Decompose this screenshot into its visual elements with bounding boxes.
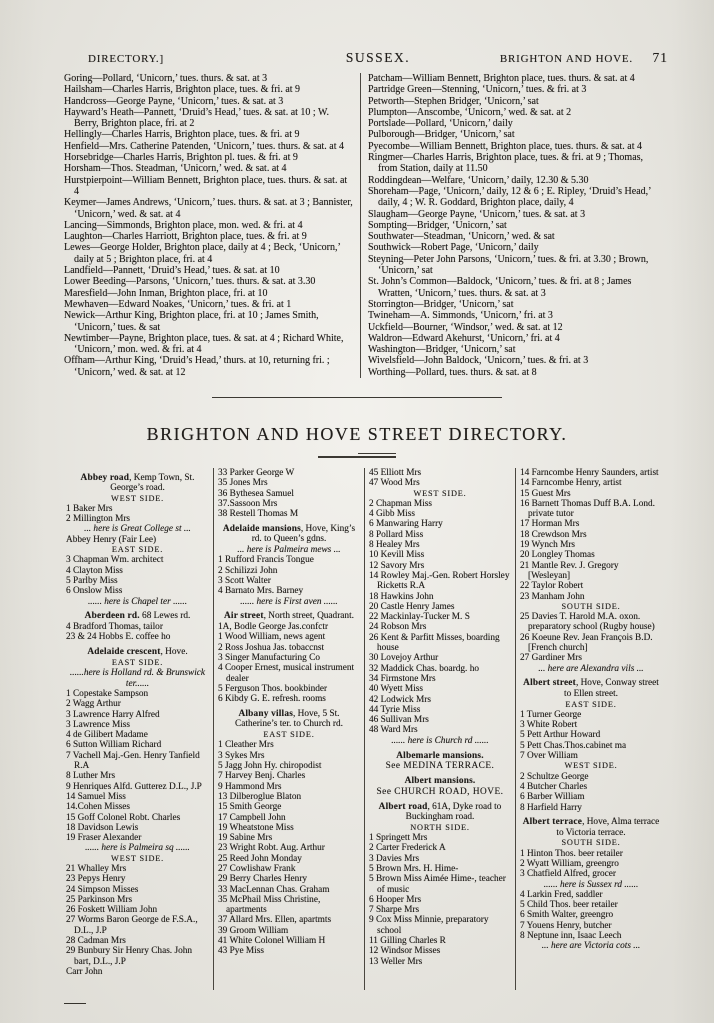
directory-entry: 4 Larkin Fred, saddler (520, 889, 603, 900)
carrier-entry: Shoreham—Page, ‘Unicorn,’ daily, 12 & 6 ; E. Ripley, ‘Druid’s Head,’ daily, 4 ; W. R. Goddard, Brighton place, daily, 4 (368, 185, 651, 209)
carrier-entry: Plumpton—Anscombe, ‘Unicorn,’ wed. & sat. at 2 (368, 106, 572, 118)
directory-entry: 33 MacLennan Chas. Graham (218, 884, 330, 895)
directory-entry: 21 Whalley Mrs (66, 863, 127, 874)
side-label: SOUTH SIDE. (561, 601, 621, 611)
carrier-entry: Lancing—Simmonds, Brighton place, mon. wed. & fri. at 4 (64, 219, 303, 231)
carrier-entry: Roddingdean—Welfare, ‘Unicorn,’ daily, 12.30 & 5.30 (368, 174, 589, 186)
directory-entry: 1 Baker Mrs (66, 503, 113, 514)
carrier-entry: Offham—Arthur King, ‘Druid’s Head,’ thurs. at 10, returning fri. ; ‘Unicorn,’ wed. & sat. at 12 (64, 355, 330, 378)
directory-entry: 4 Butcher Charles (520, 781, 588, 792)
directory-entry: 15 Smith George (218, 802, 282, 813)
street-heading: Albany villas, Hove, 5 St. Catherine’s ter. to Church rd. (235, 709, 343, 730)
directory-entry: 2 Schilizzi John (218, 565, 278, 576)
directory-entry: 24 Simpson Misses (66, 884, 139, 895)
carrier-entry: Twineham—A. Simmonds, ‘Unicorn,’ fri. at 3 (368, 310, 553, 322)
running-head (88, 50, 668, 66)
directory-entry: 27 Cowlishaw Frank (218, 863, 296, 874)
side-label: EAST SIDE. (565, 699, 617, 709)
directory-entry: 22 Mackinlay-Tucker M. S (369, 612, 470, 623)
directory-entry: 6 Barber William (520, 792, 585, 803)
directory-entry: 19 Wheatstone Miss (218, 822, 294, 833)
see-reference: See CHURCH ROAD, HOVE. (376, 786, 504, 797)
carrier-entry: Steyning—Peter John Parsons, ‘Unicorn,’ tues. & fri. at 3.30 ; Brown, ‘Unicorn,’ sat (368, 253, 649, 277)
carrier-entry: Partridge Green—Stenning, ‘Unicorn,’ tues. & fri. at 3 (368, 84, 587, 96)
directory-entry: 3 Lawrence Miss (66, 719, 131, 730)
see-reference: See MEDINA TERRACE. (385, 761, 495, 772)
directory-entry: 26 Koeune Rev. Jean François B.D. [French church] (520, 632, 653, 654)
street-heading: Adelaide crescent, Hove. (87, 647, 188, 658)
directory-entry: 3 Lawrence Harry Alfred (66, 709, 160, 720)
directory-entry: 26 Kent & Parfitt Misses, boarding house (369, 632, 500, 654)
carrier-entry: Goring—Pollard, ‘Unicorn,’ tues. thurs. & sat. at 3 (64, 73, 268, 84)
street-heading: Abbey road, Kemp Town, St. George’s road. (80, 472, 195, 493)
street-heading: Albert mansions. (404, 776, 476, 787)
directory-entry: 9 Hammond Mrs (218, 781, 282, 792)
directory-entry: 37 Allard Mrs. Ellen, apartmts (218, 915, 332, 926)
directory-entry: 9 Henriques Alfd. Gutterez D.L., J.P (66, 781, 202, 792)
directory-column-2 (213, 468, 364, 990)
street-directory (62, 468, 666, 990)
carrier-entry: Petworth—Stephen Bridger, ‘Unicorn,’ sat (368, 95, 539, 107)
directory-entry: 13 Weller Mrs (369, 956, 423, 967)
carrier-entry: Uckfield—Bourner, ‘Windsor,’ wed. & sat. at 12 (368, 321, 563, 333)
directory-entry: 6 Smith Walter, greengro (520, 910, 614, 921)
directory-entry: 19 Fraser Alexander (66, 833, 142, 844)
directory-entry: 4 Bradford Thomas, tailor (66, 622, 163, 633)
directory-entry: 3 Chapman Wm. architect (66, 555, 164, 566)
carriers-section (64, 73, 658, 378)
directory-entry: 13 Dilberoglue Blaton (218, 791, 302, 802)
directory-entry: 1 Hinton Thos. beer retailer (520, 848, 623, 859)
here-note: ...... here is Sussex rd ...... (543, 879, 639, 890)
running-head-right (410, 50, 668, 66)
directory-entry: 19 Sabine Mrs (218, 833, 273, 844)
directory-entry: 5 Pett Chas.Thos.cabinet ma (520, 740, 627, 751)
directory-entry: 19 Wynch Mrs (520, 540, 576, 551)
directory-entry: 18 Crewdson Mrs (520, 529, 587, 540)
street-heading: Adelaide mansions, Hove, King’s rd. to Queen’s gdns. (222, 523, 356, 545)
carrier-entry: Newick—Arthur King, Brighton place, fri. at 10 ; James Smith, ‘Unicorn,’ tues. & sat (64, 310, 319, 333)
directory-entry: 8 Harfield Harry (520, 802, 582, 813)
here-note: ... here are Victoria cots ... (541, 941, 641, 952)
directory-entry: 23 Pepys Henry (66, 874, 126, 885)
directory-entry: 48 Ward Mrs (369, 725, 418, 736)
directory-entry: 20 Castle Henry James (369, 601, 455, 612)
directory-entry: 25 Parkinson Mrs (66, 894, 133, 905)
directory-entry: 1 Springett Mrs (369, 833, 428, 844)
carrier-entry: Landfield—Pannett, ‘Druid’s Head,’ tues. & sat. at 10 (64, 265, 280, 277)
directory-entry: 12 Savory Mrs (369, 560, 425, 571)
carrier-entry: Hellingly—Charles Harris, Brighton place, tues. & fri. at 9 (64, 129, 300, 141)
here-note: ...... here is Chapel ter ...... (87, 596, 188, 607)
directory-entry: 25 Davies T. Harold M.A. oxon. preparatory school (Rugby house) (520, 612, 655, 633)
directory-entry: 1 Rufford Francis Tongue (218, 555, 314, 566)
directory-entry: 23 Manham John (520, 591, 585, 602)
directory-entry: 38 Restell Thomas M (218, 509, 299, 520)
directory-entry: 36 Bythesea Samuel (218, 488, 294, 499)
directory-entry: 6 Sutton William Richard (66, 740, 162, 751)
directory-entry: 1 Cleather Mrs (218, 740, 274, 751)
directory-entry: 18 Hawkins John (369, 591, 434, 602)
carrier-entry: Maresfield—John Inman, Brighton place, fri. at 10 (64, 287, 268, 299)
directory-entry: 17 Horman Mrs (520, 519, 580, 530)
directory-entry: 4 Cooper Ernest, musical instrument dealer (218, 663, 355, 684)
directory-entry: 15 Goff Colonel Robt. Charles (66, 812, 181, 823)
directory-entry: 23 & 24 Hobbs E. coffee ho (66, 632, 171, 643)
carrier-entry: Southwick—Robert Page, ‘Unicorn,’ daily (368, 242, 539, 254)
directory-entry: 45 Elliott Mrs (369, 468, 422, 478)
directory-entry: 27 Gardiner Mrs (520, 653, 582, 664)
directory-entry: 2 Wagg Arthur (66, 699, 121, 710)
carrier-entry: St. John’s Common—Baldock, ‘Unicorn,’ tues. & fri. at 8 ; James Wratten, ‘Unicorn,’ tues. thurs. & sat. at 3 (368, 276, 632, 299)
running-head-left: DIRECTORY.] (88, 53, 164, 65)
street-heading: Aberdeen rd. 68 Lewes rd. (84, 611, 191, 622)
side-label: WEST SIDE. (110, 853, 165, 863)
directory-entry: 32 Maddick Chas. boardg. ho (369, 663, 479, 674)
side-label: NORTH SIDE. (410, 822, 470, 832)
directory-entry: 3 Davies Mrs (369, 853, 420, 864)
directory-entry: 14 Samuel Miss (66, 791, 126, 802)
directory-entry: 6 Kibdy G. E. refresh. rooms (218, 694, 326, 705)
directory-entry: 17 Campbell John (218, 812, 286, 823)
directory-entry: 2 Millington Mrs (66, 514, 131, 525)
directory-entry: 1 Turner George (520, 709, 582, 720)
directory-entry: 4 Barnato Mrs. Barney (218, 586, 304, 597)
directory-entry: 4 Gibb Miss (369, 509, 415, 520)
directory-entry: 10 Kevill Miss (369, 550, 425, 561)
directory-entry: 5 Jagg John Hy. chiropodist (218, 761, 322, 772)
directory-entry: 30 Lovejoy Arthur (369, 653, 439, 664)
directory-entry: 14 Farncombe Henry, artist (520, 478, 622, 489)
directory-entry: 29 Berry Charles Henry (218, 874, 308, 885)
directory-entry: 5 Brown Miss Aimée Hime-, teacher of music (369, 874, 506, 895)
street-heading: Air street, North street, Quadrant. (224, 611, 354, 622)
directory-entry: 28 Cadman Mrs (66, 936, 126, 947)
carrier-entry: Worthing—Pollard, tues. thurs. & sat. at 8 (368, 366, 537, 378)
directory-column-4 (515, 468, 666, 990)
carrier-entry: Keymer—James Andrews, ‘Unicorn,’ tues. thurs. & sat. at 3 ; Bannister, ‘Unicorn,’ wed. & sat. at 4 (64, 197, 353, 220)
directory-entry: 8 Luther Mrs (66, 771, 116, 782)
directory-entry: 7 Sharpe Mrs (369, 905, 420, 916)
directory-entry: 2 Carter Frederick A (369, 843, 446, 854)
directory-entry: 3 Chatfield Alfred, grocer (520, 869, 617, 880)
here-note: ...... here is Palmeira sq ...... (85, 843, 190, 854)
carrier-entry: Ringmer—Charles Harris, Brighton place, tues. & fri. at 9 ; Thomas, from Station, daily at 11.50 (368, 152, 644, 175)
side-label: EAST SIDE. (263, 730, 315, 740)
side-label: EAST SIDE. (111, 658, 164, 668)
directory-entry: 5 Brown Mrs. H. Hime- (369, 863, 459, 874)
street-heading: Albemarle mansions. (396, 750, 484, 761)
directory-entry: 6 Onslow Miss (66, 586, 123, 597)
directory-entry: 2 Ross Joshua Jas. tobaccnst (218, 642, 325, 653)
carrier-entry: Sompting—Bridger, ‘Unicorn,’ sat (368, 219, 507, 231)
directory-entry: 41 White Colonel William H (218, 936, 326, 947)
carrier-entry: Washington—Bridger, ‘Unicorn,’ sat (368, 344, 516, 356)
carrier-entry: Pyecombe—William Bennett, Brighton place, tues. thurs. & sat. at 4 (368, 140, 642, 152)
directory-entry: 18 Davidson Lewis (66, 822, 139, 833)
carrier-entry: Hailsham—Charles Harris, Brighton place, tues. & fri. at 9 (64, 84, 301, 96)
directory-entry: 8 Pollard Miss (369, 529, 424, 540)
directory-entry: 23 Wright Robt. Aug. Arthur (218, 843, 325, 854)
carrier-entry: Horsham—Thos. Steadman, ‘Unicorn,’ wed. & sat. at 4 (64, 163, 287, 175)
carrier-entry: Hayward’s Heath—Pannett, ‘Druid’s Head,’ tues. & sat. at 10 ; W. Berry, Brighton place, fri. at 2 (64, 106, 330, 130)
street-heading: Albert terrace, Hove, Alma terrace to Victoria terrace. (522, 817, 660, 838)
directory-entry: 3 Sykes Mrs (218, 750, 265, 761)
printer-mark (64, 1003, 86, 1004)
title-rule-segment (358, 453, 396, 454)
directory-entry: 9 Cox Miss Minnie, preparatory school (369, 915, 489, 936)
directory-entry: 35 McPhail Miss Christine, apartments (218, 894, 321, 916)
directory-entry: 7 Over William (520, 751, 578, 762)
carrier-entry: Lower Beeding—Parsons, ‘Unicorn,’ tues. thurs. & sat. at 3.30 (64, 276, 316, 288)
running-head-right-text: BRIGHTON AND HOVE. (499, 53, 633, 65)
street-heading: Albert street, Hove, Conway street to Ellen street. (523, 678, 659, 699)
here-note: ... here are Alexandra vils ... (538, 663, 644, 674)
street-heading: Albert road, 61A, Dyke road to Buckingham road. (378, 801, 502, 822)
here-note: ......here is Holland rd. & Brunswick ter...... (69, 668, 206, 689)
directory-entry: 21 Mantle Rev. J. Gregory [Wesleyan] (520, 560, 619, 581)
carrier-entry: Handcross—George Payne, ‘Unicorn,’ tues. & sat. at 3 (64, 95, 284, 107)
carriers-left-column (64, 73, 361, 378)
running-head-center: SUSSEX. (345, 50, 411, 65)
directory-entry: 1 Copestake Sampson (66, 688, 149, 699)
carrier-entry: Waldron—Edward Akehurst, ‘Unicorn,’ fri. at 4 (368, 332, 560, 344)
directory-entry: 12 Windsor Misses (369, 946, 441, 957)
directory-entry: 35 Jones Mrs (218, 478, 268, 489)
directory-entry: 16 Barnett Thomas Duff B.A. Lond. private tutor (520, 498, 655, 520)
carriers-right-column (361, 73, 658, 378)
directory-entry: 5 Child Thos. beer retailer (520, 900, 618, 911)
carrier-entry: Mewhaven—Edward Noakes, ‘Unicorn,’ tues. & fri. at 1 (64, 298, 292, 310)
directory-entry: 8 Healey Mrs (369, 540, 420, 551)
directory-entry: 6 Hooper Mrs (369, 894, 422, 905)
directory-entry: 27 Worms Baron George de F.S.A., D.L., J.P (66, 915, 198, 936)
directory-entry: 3 White Robert (520, 720, 578, 731)
directory-column-3 (364, 468, 515, 990)
page-number: 71 (652, 50, 668, 65)
directory-entry: 14 Farncombe Henry Saunders, artist (520, 468, 659, 478)
directory-entry: 7 Vachell Maj.-Gen. Henry Tanfield R.A (66, 750, 200, 772)
carrier-entry: Henfield—Mrs. Catherine Patenden, ‘Unicorn,’ tues. thurs. & sat. at 4 (64, 140, 345, 152)
directory-entry: 26 Foskett William John (66, 905, 158, 916)
carrier-entry: Horsebridge—Charles Harris, Brighton pl. tues. & fri. at 9 (64, 152, 298, 164)
directory-entry: 2 Chapman Miss (369, 498, 433, 509)
directory-entry: 5 Parlby Miss (66, 575, 118, 586)
directory-entry: 1A, Bodle George Jas.confctr (218, 622, 329, 633)
carrier-entry: Newtimber—Payne, Brighton place, tues. & sat. at 4 ; Richard White, ‘Unicorn,’ mon. wed. & fri. at 4 (64, 332, 344, 356)
carrier-entry: Slaugham—George Payne, ‘Unicorn,’ tues. & sat. at 3 (368, 208, 586, 220)
directory-entry: 25 Reed John Monday (218, 853, 302, 864)
directory-entry: 6 Manwaring Harry (369, 519, 443, 530)
side-label: WEST SIDE. (110, 493, 165, 503)
carrier-entry: Wivelsfield—John Baldock, ‘Unicorn,’ tues. & fri. at 3 (368, 355, 589, 367)
directory-entry: 44 Tyrie Miss (369, 704, 421, 715)
directory-entry: 5 Ferguson Thos. bookbinder (218, 683, 328, 694)
directory-entry: 4 Clayton Miss (66, 565, 123, 576)
carrier-entry: Pulborough—Bridger, ‘Unicorn,’ sat (368, 129, 515, 141)
directory-entry: 40 Wyett Miss (369, 684, 424, 695)
carrier-entry: Lewes—George Holder, Brighton place, daily at 4 ; Beck, ‘Unicorn,’ daily at 5 ; Brighton place, fri. at 4 (64, 242, 341, 265)
carrier-entry: Portslade—Pollard, ‘Unicorn,’ daily (368, 118, 513, 130)
directory-entry: 1 Wood William, news agent (218, 632, 326, 643)
directory-entry: 3 Scott Walter (218, 575, 271, 586)
directory-entry: 8 Neptune inn, Isaac Leech (520, 931, 622, 942)
directory-entry: 20 Longley Thomas (520, 550, 595, 561)
directory-entry: 5 Pett Arthur Howard (520, 730, 601, 741)
here-note: ... here is Palmeira mews ... (237, 545, 341, 556)
carrier-entry: Hurstpierpoint—William Bennett, Brighton place, tues. thurs. & sat. at 4 (64, 174, 348, 197)
carrier-entry: Storrington—Bridger, ‘Unicorn,’ sat (368, 298, 514, 310)
directory-entry: Abbey Henry (Fair Lee) (66, 534, 157, 545)
title-rule (318, 456, 396, 458)
directory-entry: 2 Schultze George (520, 771, 589, 782)
directory-entry: 43 Pye Miss (218, 946, 264, 957)
side-label: WEST SIDE. (413, 488, 467, 498)
directory-entry: 11 Gilling Charles R (369, 936, 446, 947)
side-label: WEST SIDE. (564, 761, 618, 771)
directory-entry: 7 Youens Henry, butcher (520, 920, 612, 931)
directory-entry: 37.Sassoon Mrs (218, 498, 278, 509)
directory-entry: 22 Taylor Robert (520, 581, 584, 592)
here-note: ...... here is Church rd ...... (391, 735, 489, 746)
directory-entry: 2 Wyatt William, greengro (520, 858, 619, 869)
directory-entry: 47 Wood Mrs (369, 478, 420, 489)
section-divider-rule (212, 397, 502, 398)
directory-column-1 (62, 468, 213, 990)
directory-entry: 46 Sullivan Mrs (369, 715, 429, 726)
here-note: ...... here is First aven ...... (240, 596, 338, 607)
page-title: BRIGHTON AND HOVE STREET DIRECTORY. (146, 424, 568, 444)
directory-entry: 4 de Gilibert Madame (66, 730, 148, 741)
side-label: EAST SIDE. (111, 545, 164, 555)
carrier-entry: Southwater—Steadman, ‘Unicorn,’ wed. & sat (368, 231, 555, 243)
here-note: ... here is Great College st ... (84, 524, 191, 535)
carrier-entry: Laughton—Charles Harriott, Brighton place, tues. & fri. at 9 (64, 231, 307, 243)
directory-entry: 14 Rowley Maj.-Gen. Robert Horsley Ricketts R.A (369, 570, 510, 592)
directory-entry: 15 Guest Mrs (520, 488, 571, 499)
carrier-entry: Patcham—William Bennett, Brighton place, tues. thurs. & sat. at 4 (368, 73, 635, 84)
directory-entry: 29 Bunbury Sir Henry Chas. John bart, D.L., J.P (66, 946, 193, 967)
directory-entry: 7 Harvey Benj. Charles (218, 771, 306, 782)
directory-entry: 34 Firmstone Mrs (369, 673, 436, 684)
directory-entry: 33 Parker George W (218, 468, 295, 478)
directory-entry: Carr John (66, 966, 103, 977)
directory-entry: 3 Singer Manufacturing Co (218, 653, 320, 664)
side-label: SOUTH SIDE. (561, 838, 621, 848)
directory-entry: 14.Cohen Misses (66, 802, 131, 813)
directory-entry: 42 Lodwick Mrs (369, 694, 431, 705)
directory-entry: 39 Groom William (218, 925, 289, 936)
directory-entry: 24 Robson Mrs (369, 622, 427, 633)
